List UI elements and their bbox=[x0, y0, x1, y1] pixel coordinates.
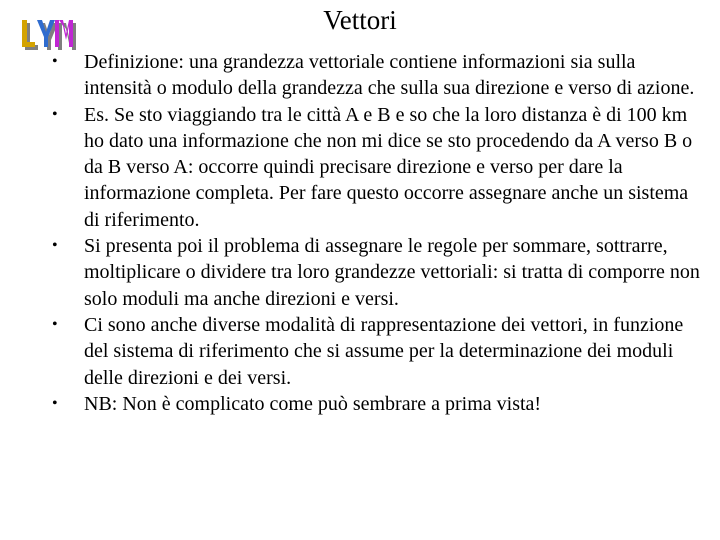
bullet-list bbox=[52, 49, 702, 417]
bullet-item bbox=[52, 102, 702, 233]
bullet-item bbox=[52, 312, 702, 391]
bullet-item bbox=[52, 391, 702, 417]
bullet-icon: • bbox=[52, 237, 58, 255]
bullet-text: Ci sono anche diverse modalità di rappresentazione dei vettori, in funzione del sistema di riferimento che si assume per la determinazione dei moduli delle direzioni e dei versi. bbox=[84, 313, 684, 389]
bullet-text: NB: Non è complicato come può sembrare a prima vista! bbox=[84, 392, 542, 415]
bullet-item bbox=[52, 49, 702, 102]
bullet-icon: • bbox=[52, 315, 58, 333]
slide-title: Vettori bbox=[323, 5, 397, 35]
bullet-text: Si presenta poi il problema di assegnare le regole per sommare, sottrarre, moltiplicare o dividere tra loro grandezze vettoriali: si tratta di comporre non solo moduli ma anche direzioni e versi. bbox=[84, 235, 700, 310]
bullet-icon: • bbox=[52, 105, 58, 123]
bullet-text: Es. Se sto viaggiando tra le città A e B e so che la loro distanza è di 100 km ho dato una informazione che non mi dice se sto procedendo da A verso B o da B verso A: occorre quindi precisare direzione e verso per dare la informazione completa. Per fare questo occorre assegnare anche un sistema di riferimento. bbox=[84, 103, 693, 231]
bullet-icon: • bbox=[52, 53, 58, 70]
bullet-text: Definizione: una grandezza vettoriale contiene informazioni sia sulla intensità o modulo della grandezza che sulla sua direzione e verso di azione. bbox=[84, 51, 695, 100]
bullet-icon: • bbox=[52, 394, 58, 412]
bullet-item bbox=[52, 233, 702, 312]
